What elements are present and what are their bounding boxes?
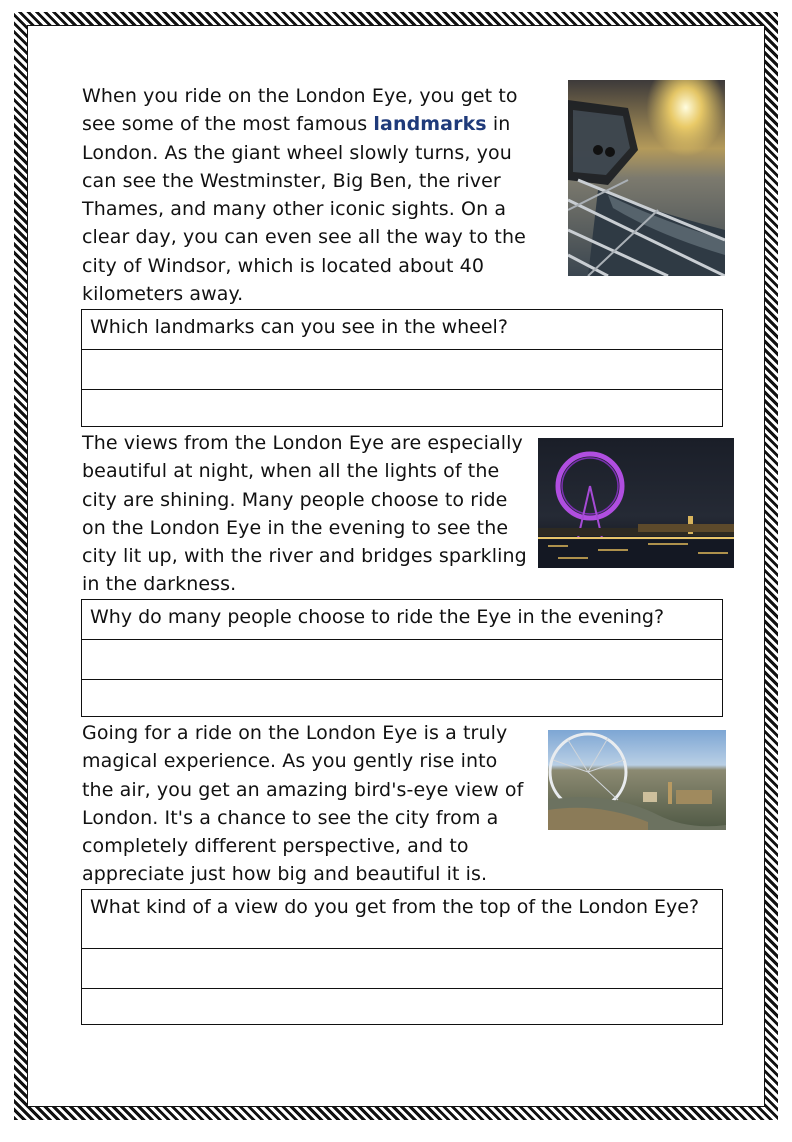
answer-box-1 [81, 309, 723, 427]
answer-line-2b[interactable] [82, 679, 722, 715]
london-aerial-photo [548, 730, 726, 830]
question-3: What kind of a view do you get from the top of the London Eye? [90, 896, 700, 918]
london-eye-capsule-photo [568, 80, 725, 276]
answer-box-2 [81, 599, 723, 717]
answer-line-1a[interactable] [82, 349, 722, 389]
paragraph-3a [82, 719, 532, 889]
paragraph-2: The views from the London Eye are especially beautiful at night, when all the lights of the city are shining. Many people choose to ride on the London Eye in the evening to see the city lit up, with the river and bridges sparkling in the darkness. [82, 432, 527, 596]
answer-line-3b[interactable] [82, 988, 722, 1024]
question-2: Why do many people choose to ride the Eye in the evening? [90, 606, 665, 628]
question-1: Which landmarks can you see in the wheel? [90, 316, 508, 338]
answer-line-1b[interactable] [82, 389, 722, 425]
london-eye-night-photo [538, 438, 734, 568]
paragraph-1: When you ride on the London Eye, you get to see some of the most famous landmarks in London. As the giant wheel slowly turns, you can see the Westminster, Big Ben, the river Thames, and many other iconic sights. On a clear day, you can even see all the way to the city of Windsor, which is located about 40 kilometers away. [82, 85, 526, 306]
highlight-landmarks: landmarks [373, 113, 487, 136]
answer-box-3 [81, 889, 723, 1025]
answer-line-2a[interactable] [82, 639, 722, 679]
paragraph-3-text: Going for a ride on the London Eye is a truly magical experience. As you gently rise into the air, you get an amazing bird's-eye view of London. It's a chance to see the city from a completely different perspective, and to appreciate just how big and beautiful it is. [82, 722, 524, 886]
answer-line-3a[interactable] [82, 948, 722, 988]
